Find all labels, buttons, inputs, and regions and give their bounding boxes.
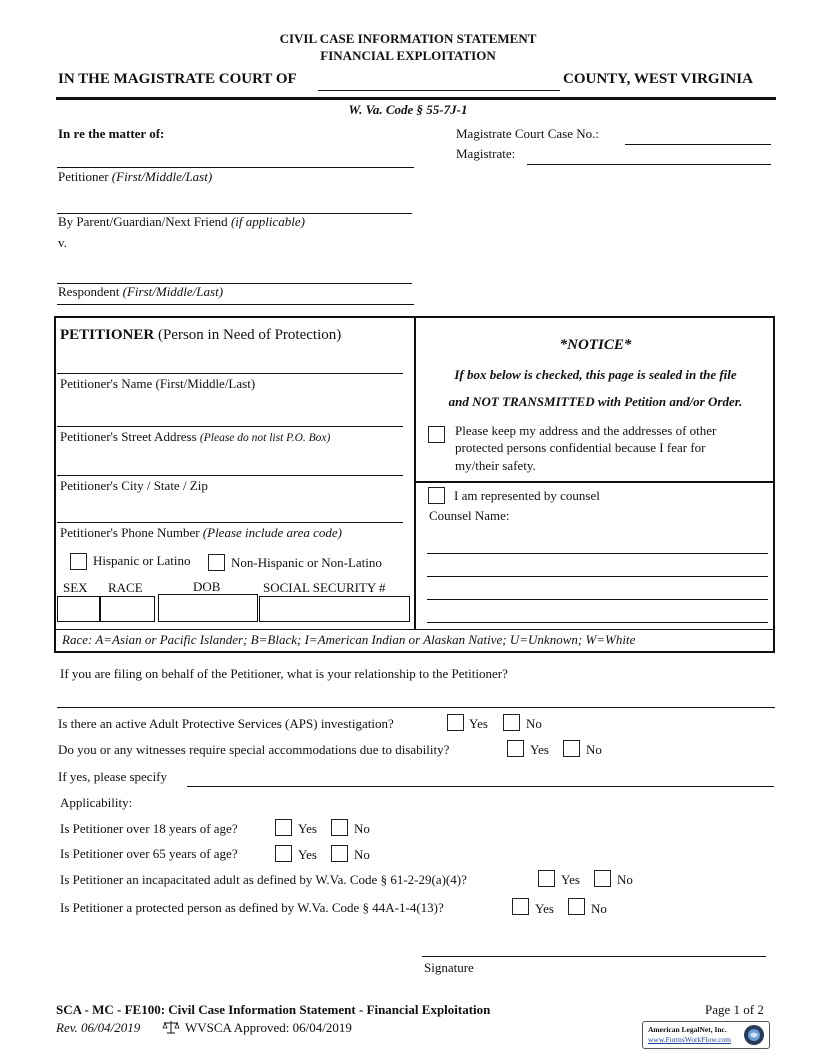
relationship-question: If you are filing on behalf of the Petitioner, what is your relationship to the Petitioner? xyxy=(60,666,508,681)
aps-question: Is there an active Adult Protective Services (APS) investigation? xyxy=(58,716,394,731)
confidential-text-3: my/their safety. xyxy=(455,458,536,473)
in-re-label: In re the matter of: xyxy=(58,126,165,141)
confidential-checkbox[interactable] xyxy=(428,426,445,443)
non-hispanic-checkbox[interactable] xyxy=(208,554,225,571)
applicability-label: Applicability: xyxy=(60,795,133,810)
petitioner-city-field[interactable] xyxy=(57,475,403,476)
signature-label: Signature xyxy=(424,960,474,975)
specify-label: If yes, please specify xyxy=(58,769,168,784)
sex-label: SEX xyxy=(63,580,88,595)
form-title-1: CIVIL CASE INFORMATION STATEMENT xyxy=(279,31,537,46)
incapacitated-yes-label: Yes xyxy=(561,872,580,887)
counsel-line-2[interactable] xyxy=(427,576,768,577)
petitioner-phone-label: Petitioner's Phone Number (Please include area code) xyxy=(60,525,343,540)
counsel-checkbox[interactable] xyxy=(428,487,445,504)
code-reference: W. Va. Code § 55-7J-1 xyxy=(348,102,468,117)
respondent-label: Respondent (First/Middle/Last) xyxy=(58,284,224,299)
magistrate-field[interactable] xyxy=(527,164,771,165)
aps-yes-label: Yes xyxy=(469,716,488,731)
accommodations-question: Do you or any witnesses require special accommodations due to disability? xyxy=(58,742,450,757)
signature-field[interactable] xyxy=(422,956,766,957)
logo-company: American LegalNet, Inc. xyxy=(648,1025,727,1034)
petitioner-heading: PETITIONER (Person in Need of Protection) xyxy=(60,327,342,343)
protected-no-label: No xyxy=(591,901,607,916)
petitioner-city-label: Petitioner's City / State / Zip xyxy=(60,478,208,493)
petitioner-caption-label: Petitioner (First/Middle/Last) xyxy=(58,169,213,184)
incapacitated-no-checkbox[interactable] xyxy=(594,870,611,887)
confidential-text-1: Please keep my address and the addresses of other xyxy=(455,423,717,438)
guardian-label: By Parent/Guardian/Next Friend (if applicable) xyxy=(58,214,305,229)
dob-label: DOB xyxy=(193,579,221,594)
accommodations-yes-checkbox[interactable] xyxy=(507,740,524,757)
race-key: Race: A=Asian or Pacific Islander; B=Black; I=American Indian or Alaskan Native; U=Unknown; W=White xyxy=(62,632,636,647)
case-number-field[interactable] xyxy=(625,144,771,145)
aps-yes-checkbox[interactable] xyxy=(447,714,464,731)
ssn-field[interactable] xyxy=(259,596,410,622)
county-name-field[interactable] xyxy=(318,90,560,91)
over18-yes-checkbox[interactable] xyxy=(275,819,292,836)
over65-no-label: No xyxy=(354,847,370,862)
counsel-label: I am represented by counsel xyxy=(454,488,600,503)
over65-no-checkbox[interactable] xyxy=(331,845,348,862)
confidential-text-2: protected persons confidential because I fear for xyxy=(455,440,706,455)
over65-yes-checkbox[interactable] xyxy=(275,845,292,862)
aps-no-checkbox[interactable] xyxy=(503,714,520,731)
incapacitated-question: Is Petitioner an incapacitated adult as defined by W.Va. Code § 61-2-29(a)(4)? xyxy=(60,872,467,887)
petitioner-caption-field[interactable] xyxy=(57,167,414,168)
magistrate-label: Magistrate: xyxy=(456,146,516,161)
over65-yes-label: Yes xyxy=(298,847,317,862)
notice-line-1: If box below is checked, this page is sealed in the file xyxy=(454,367,737,382)
accommodations-no-label: No xyxy=(586,742,602,757)
protected-yes-checkbox[interactable] xyxy=(512,898,529,915)
protected-question: Is Petitioner a protected person as defined by W.Va. Code § 44A-1-4(13)? xyxy=(60,900,444,915)
notice-line-2: and NOT TRANSMITTED with Petition and/or Order. xyxy=(448,394,743,409)
logo-url: www.FormsWorkFlow.com xyxy=(648,1035,732,1044)
over18-no-label: No xyxy=(354,821,370,836)
court-suffix: COUNTY, WEST VIRGINIA xyxy=(563,71,753,87)
approval-date: WVSCA Approved: 06/04/2019 xyxy=(185,1020,352,1035)
dob-field[interactable] xyxy=(158,594,258,622)
page-number: Page 1 of 2 xyxy=(705,1002,764,1017)
caption-bottom-rule xyxy=(57,304,414,305)
over65-question: Is Petitioner over 65 years of age? xyxy=(60,846,238,861)
non-hispanic-label: Non-Hispanic or Non-Latino xyxy=(231,555,382,570)
legalnet-logo xyxy=(642,1021,770,1049)
form-title-2: FINANCIAL EXPLOITATION xyxy=(320,48,496,63)
counsel-line-3[interactable] xyxy=(427,599,768,600)
case-number-label: Magistrate Court Case No.: xyxy=(456,126,599,141)
over18-yes-label: Yes xyxy=(298,821,317,836)
accommodations-yes-label: Yes xyxy=(530,742,549,757)
relationship-field[interactable] xyxy=(57,707,775,708)
counsel-line-1[interactable] xyxy=(427,553,768,554)
box-divider xyxy=(414,316,416,630)
ssn-label: SOCIAL SECURITY # xyxy=(263,580,386,595)
race-field[interactable] xyxy=(100,596,155,622)
header-rule xyxy=(56,97,776,100)
counsel-line-4[interactable] xyxy=(427,622,768,623)
over18-no-checkbox[interactable] xyxy=(331,819,348,836)
race-key-rule xyxy=(54,629,775,630)
form-identifier: SCA - MC - FE100: Civil Case Information Statement - Financial Exploitation xyxy=(56,1002,491,1017)
petitioner-name-label: Petitioner's Name (First/Middle/Last) xyxy=(60,376,256,391)
globe-icon xyxy=(743,1024,765,1046)
aps-no-label: No xyxy=(526,716,542,731)
sex-field[interactable] xyxy=(57,596,100,622)
hispanic-checkbox[interactable] xyxy=(70,553,87,570)
over18-question: Is Petitioner over 18 years of age? xyxy=(60,821,238,836)
notice-counsel-rule xyxy=(415,481,775,483)
revision-date: Rev. 06/04/2019 xyxy=(56,1020,141,1035)
protected-yes-label: Yes xyxy=(535,901,554,916)
petitioner-street-field[interactable] xyxy=(57,426,403,427)
petitioner-street-label: Petitioner's Street Address (Please do not list P.O. Box) xyxy=(60,429,331,444)
incapacitated-yes-checkbox[interactable] xyxy=(538,870,555,887)
incapacitated-no-label: No xyxy=(617,872,633,887)
versus-label: v. xyxy=(58,235,67,250)
specify-field[interactable] xyxy=(187,786,774,787)
hispanic-label: Hispanic or Latino xyxy=(93,553,191,568)
accommodations-no-checkbox[interactable] xyxy=(563,740,580,757)
petitioner-name-field[interactable] xyxy=(57,373,403,374)
protected-no-checkbox[interactable] xyxy=(568,898,585,915)
court-prefix: IN THE MAGISTRATE COURT OF xyxy=(58,71,297,87)
race-label: RACE xyxy=(108,580,143,595)
counsel-name-label: Counsel Name: xyxy=(429,508,510,523)
petitioner-phone-field[interactable] xyxy=(57,522,403,523)
scales-of-justice-icon xyxy=(162,1020,180,1034)
notice-title: *NOTICE* xyxy=(559,337,632,353)
